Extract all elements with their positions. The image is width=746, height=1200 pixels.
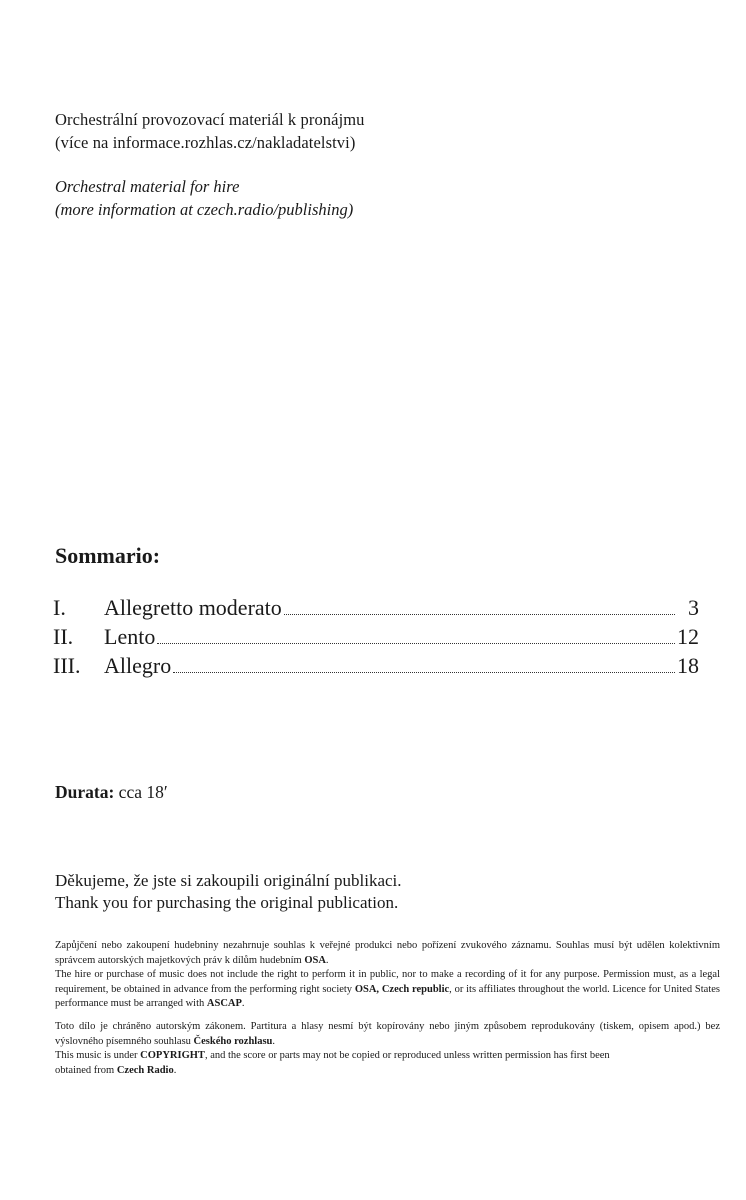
toc-entry-number: I. (53, 595, 66, 620)
hire-notice-cz-line2: (více na informace.rozhlas.cz/nakladatelstvi) (55, 133, 356, 152)
hire-notice-en-line1: Orchestral material for hire (55, 177, 240, 196)
legal-text: . (241, 998, 245, 1009)
duration-label: Durata: (55, 782, 115, 802)
performance-rights-cz (55, 939, 720, 968)
legal-emphasis: OSA (304, 954, 326, 966)
hire-notice-cz-line1: Orchestrální provozovací materiál k pronájmu (55, 110, 365, 129)
copyright-notice (55, 1020, 720, 1078)
toc-entry-2 (53, 624, 699, 653)
legal-text: The hire or purchase of music does not include the right to perform it in public, nor to make a recording of it for any purpose. Permission must, as a legal requirement, be obtained in advance from the performing right society (55, 969, 720, 995)
legal-text: Zapůjčení nebo zakoupení hudebniny nezahrnuje souhlas k veřejné produkci nebo pořízení zvukového záznamu. Souhlas musí být udělen kolektivním správcem autorských majetkových práv k dílům hudebním (55, 940, 720, 966)
legal-text: . (325, 954, 329, 966)
duration-value: cca 18′ (114, 782, 168, 802)
toc-entry-page: 18 (677, 653, 699, 678)
copyright-en (55, 1049, 720, 1064)
legal-emphasis: ASCAP (206, 998, 242, 1009)
hire-notice-en-line2: (more information at czech.radio/publishing) (55, 200, 354, 219)
copyright-cz (55, 1020, 720, 1049)
performance-rights-en (55, 968, 720, 1012)
hire-notice-cz (55, 108, 365, 154)
thank-you-en: Thank you for purchasing the original publication. (55, 893, 399, 912)
toc-entry-1 (53, 595, 699, 624)
copyright-en-cont (55, 1064, 720, 1079)
legal-text: obtained from (55, 1064, 117, 1076)
toc-dot-leader (173, 671, 675, 673)
legal-text: This music is under (55, 1050, 141, 1061)
hire-notice-en (55, 175, 353, 221)
legal-text: , and the score or parts may not be copied or reproduced unless written permission has first been (204, 1050, 610, 1061)
toc-dot-leader (157, 642, 675, 644)
toc-entry-title: Allegro (104, 653, 172, 678)
performance-rights-notice (55, 939, 720, 1012)
legal-text: . (272, 1035, 276, 1047)
table-of-contents (53, 595, 699, 682)
thank-you-note (55, 870, 402, 914)
toc-dot-leader (284, 613, 675, 615)
legal-emphasis: COPYRIGHT (140, 1050, 205, 1061)
legal-text: . (173, 1064, 177, 1076)
toc-entry-page: 12 (677, 624, 699, 649)
toc-entry-number: II. (53, 624, 74, 649)
toc-entry-page: 3 (688, 595, 699, 620)
legal-text: , or its affiliates throughout the world. Licence for United States performance must be arranged with (55, 983, 720, 1009)
toc-entry-3 (53, 653, 699, 682)
legal-emphasis: Czech Radio (116, 1064, 174, 1076)
toc-entry-title: Lento (104, 624, 156, 649)
legal-emphasis: OSA, Czech republic (354, 983, 450, 995)
legal-emphasis: Českého rozhlasu (193, 1035, 273, 1047)
legal-text: Toto dílo je chráněno autorským zákonem. Partitura a hlasy nesmí být kopírovány nebo jiným způsobem reprodukovány (tiskem, opisem apod.) bez výslovného písemného souhlasu (55, 1021, 720, 1047)
contents-heading: Sommario: (55, 543, 161, 568)
duration (55, 782, 168, 803)
toc-entry-title: Allegretto moderato (104, 595, 282, 620)
toc-entry-number: III. (53, 653, 81, 678)
thank-you-cz: Děkujeme, že jste si zakoupili originální publikaci. (55, 871, 402, 890)
